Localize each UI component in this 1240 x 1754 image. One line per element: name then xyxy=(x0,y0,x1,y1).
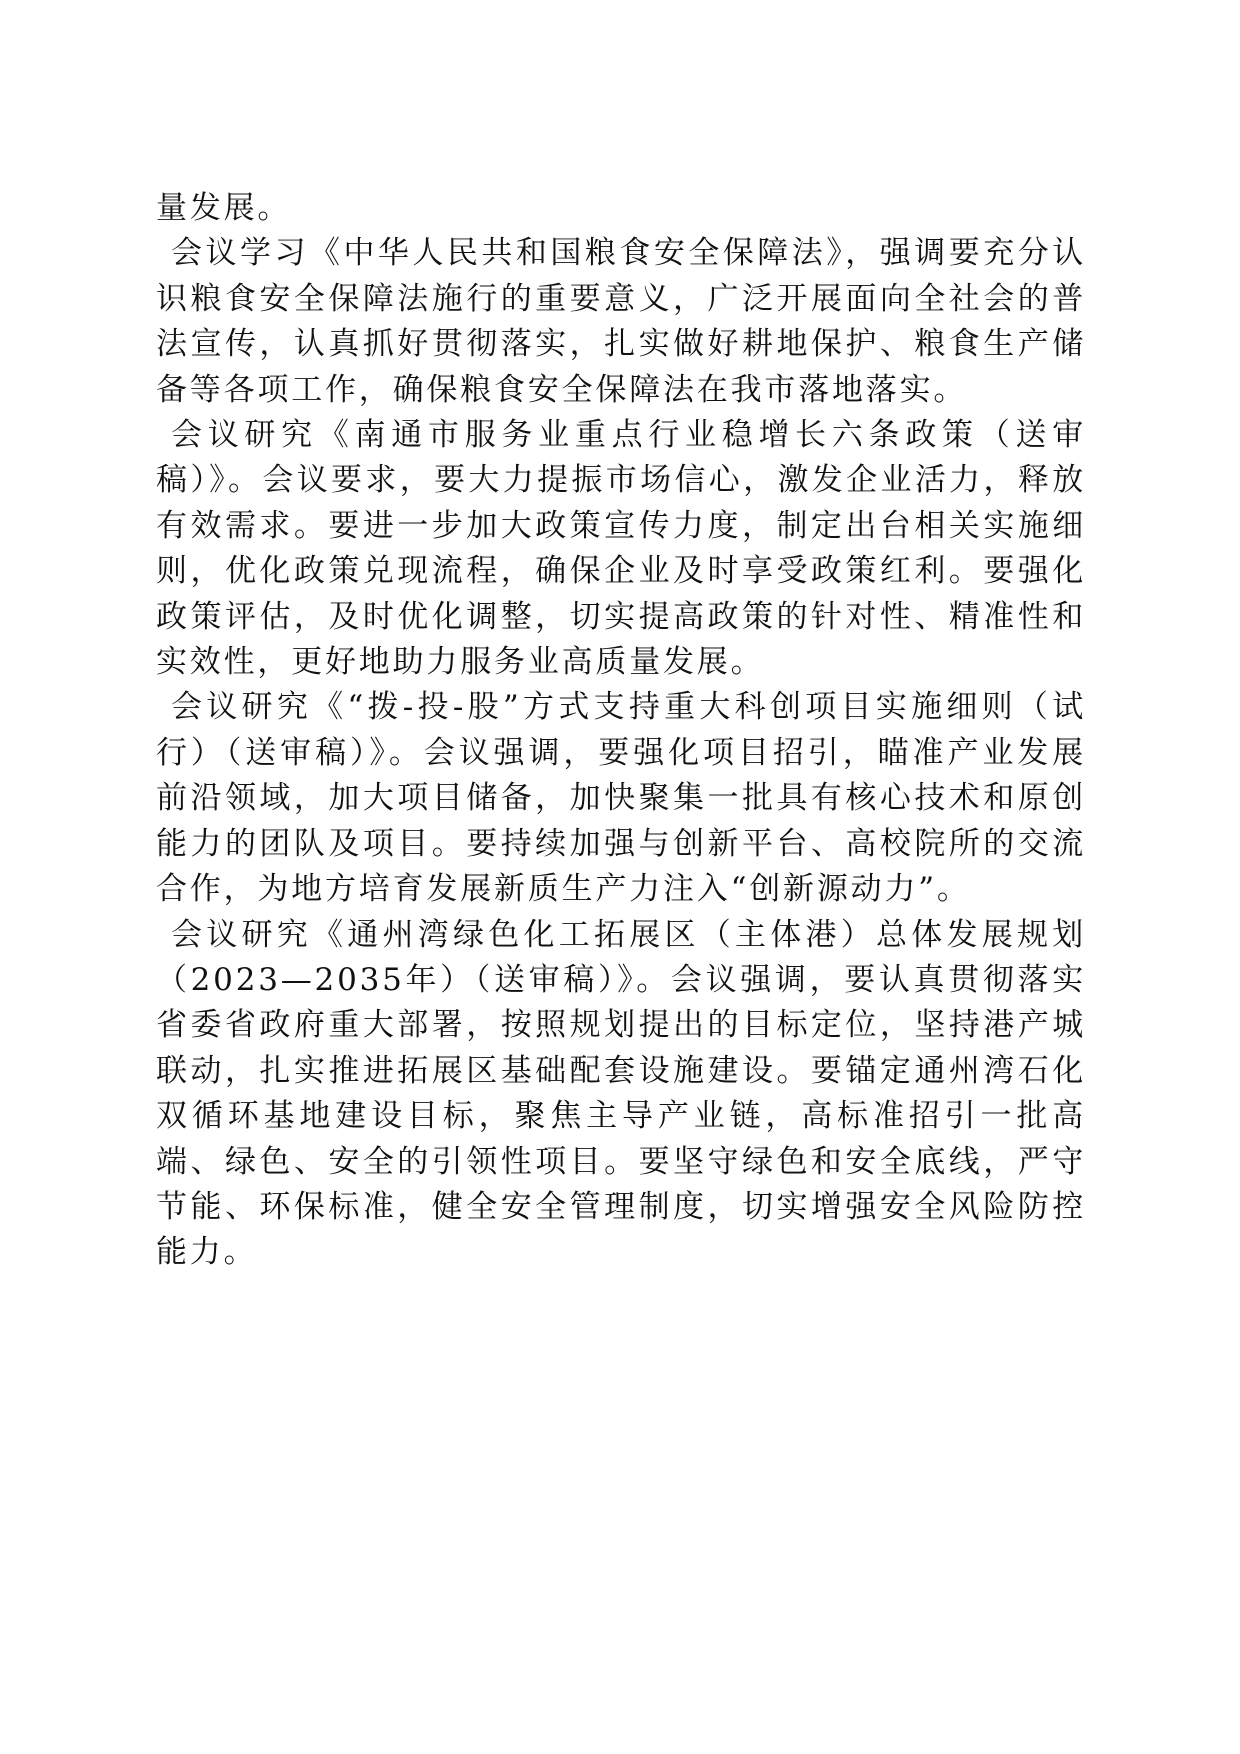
paragraph-grain-security-law: 会议学习《中华人民共和国粮食安全保障法》，强调要充分认识粮食安全保障法施行的重要意义，广泛开展面向全社会的普法宣传，认真抓好贯彻落实，扎实做好耕地保护、粮食生产储备等各项工作，确保粮食安全保障法在我市落地落实。 xyxy=(156,235,1086,408)
document-body xyxy=(156,186,1086,1276)
paragraph-continuation: 量发展。 xyxy=(156,190,292,226)
paragraph-service-industry-policy: 会议研究《南通市服务业重点行业稳增长六条政策（送审稿）》。会议要求，要大力提振市场信心，激发企业活力，释放有效需求。要进一步加大政策宣传力度，制定出台相关实施细则，优化政策兑现流程，确保企业及时享受政策红利。要强化政策评估，及时优化调整，切实提高政策的针对性、精准性和实效性，更好地助力服务业高质量发展。 xyxy=(156,417,1086,681)
paragraph-tongzhou-bay-plan: 会议研究《通州湾绿色化工拓展区（主体港）总体发展规划（2023—2035年）（送审稿）》。会议强调，要认真贯彻落实省委省政府重大部署，按照规划提出的目标定位，坚持港产城联动，扎实推进拓展区基础配套设施建设。要锚定通州湾石化双循环基地建设目标，聚焦主导产业链，高标准招引一批高端、绿色、安全的引领性项目。要坚守绿色和安全底线，严守节能、环保标准，健全安全管理制度，切实增强安全风险防控能力。 xyxy=(156,916,1086,1271)
paragraph-tech-innovation-rules: 会议研究《“拨-投-股”方式支持重大科创项目实施细则（试行）（送审稿）》。会议强调，要强化项目招引，瞄准产业发展前沿领域，加大项目储备，加快聚集一批具有核心技术和原创能力的团队及项目。要持续加强与创新平台、高校院所的交流合作，为地方培育发展新质生产力注入“创新源动力”。 xyxy=(156,689,1086,908)
